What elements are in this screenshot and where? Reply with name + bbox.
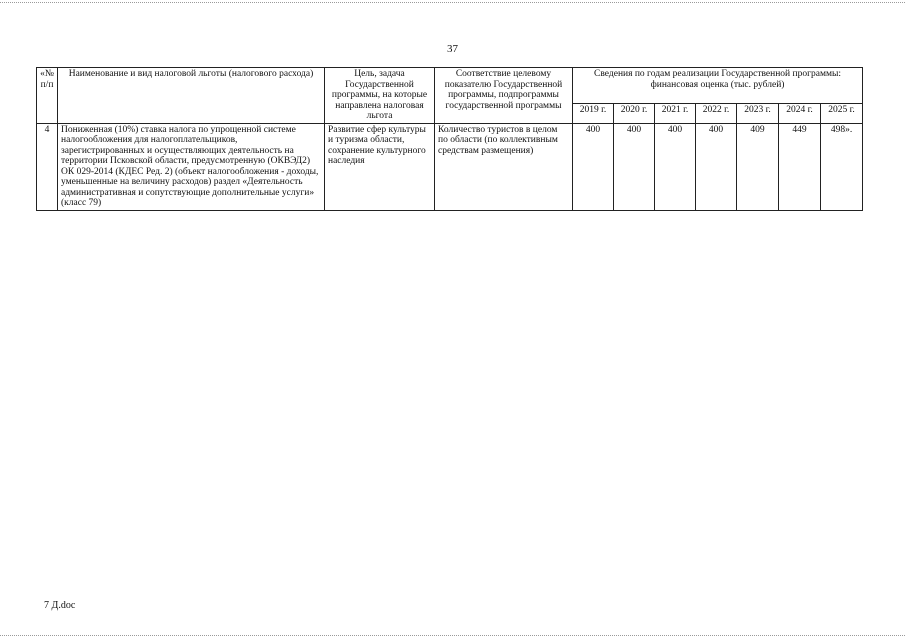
header-year: 2022 г.: [696, 103, 737, 123]
year-value-2024: 449: [779, 123, 821, 210]
header-row-top: [37, 68, 863, 104]
benefit-name: Пониженная (10%) ставка налога по упрощенной системе налогообложения для налогоплательщиков, зарегистрированных и осуществляющих деятельность на территории Псковской области, предусмотренную (ОКВЭД2) ОК 029-2014 (КДЕС Ред. 2) (объект налогообложения - доходы, уменьшенные на величину расходов) раздел «Деятельность административная и сопутствующие дополнительные услуги» (класс 79): [58, 123, 325, 210]
year-value-2023: 409: [737, 123, 779, 210]
header-name: Наименование и вид налоговой льготы (налогового расхода): [58, 68, 325, 124]
year-value-2019: 400: [573, 123, 614, 210]
year-value-2022: 400: [696, 123, 737, 210]
header-years-group: Сведения по годам реализации Государственной программы: финансовая оценка (тыс. рублей): [573, 68, 863, 104]
year-value-2021: 400: [655, 123, 696, 210]
scan-edge-bottom: [0, 635, 905, 636]
header-year: 2024 г.: [779, 103, 821, 123]
scan-edge-top: [0, 2, 905, 3]
header-number: «№ п/п: [37, 68, 58, 124]
table-row: [37, 123, 863, 210]
header-goal: Цель, задача Государственной программы, на которые направлена налоговая льгота: [325, 68, 435, 124]
year-value-2025: 498».: [821, 123, 863, 210]
program-goal: Развитие сфер культуры и туризма области, сохранение культурного наследия: [325, 123, 435, 210]
row-number: 4: [37, 123, 58, 210]
header-year: 2023 г.: [737, 103, 779, 123]
header-year: 2019 г.: [573, 103, 614, 123]
header-year: 2020 г.: [614, 103, 655, 123]
header-year: 2021 г.: [655, 103, 696, 123]
tax-benefits-table: [36, 67, 863, 211]
page-number: 37: [447, 43, 458, 55]
header-year: 2025 г.: [821, 103, 863, 123]
year-value-2020: 400: [614, 123, 655, 210]
header-indicator: Соответствие целевому показателю Государственной программы, подпрограммы государственной программы: [435, 68, 573, 124]
footer-filename: 7 Д.doc: [44, 600, 76, 611]
target-indicator: Количество туристов в целом по области (по коллективным средствам размещения): [435, 123, 573, 210]
